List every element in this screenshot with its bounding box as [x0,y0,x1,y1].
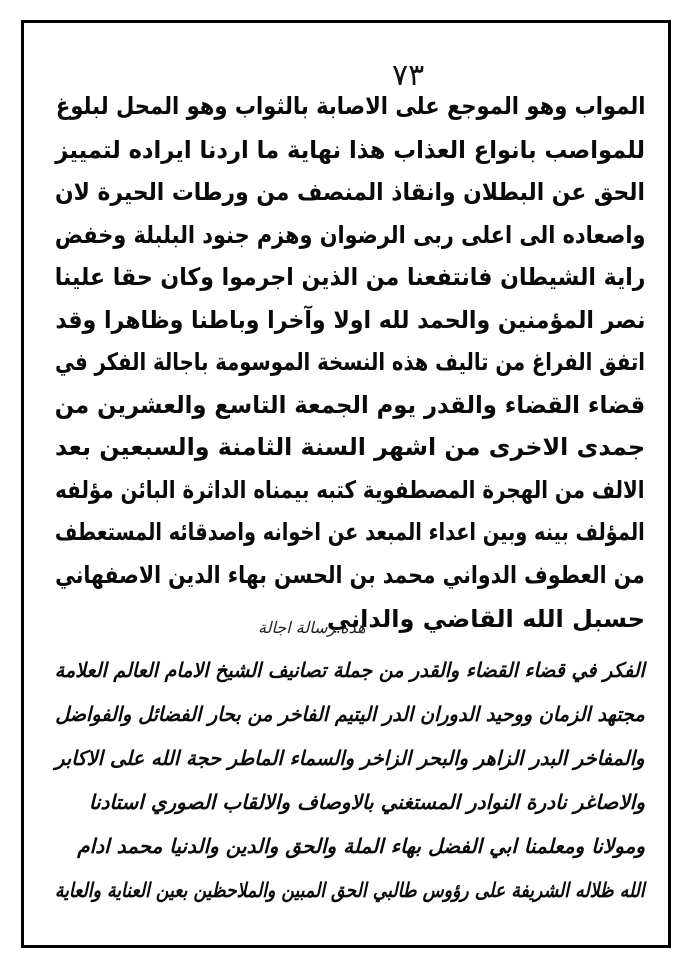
main-text-line: الحق عن البطلان وانقاذ المنصف من ورطات الحيرة لان [55,178,645,206]
note-text-line: مجتهد الزمان ووحيد الدوران الدر اليتيم الفاخر من بحار الفضائل والفواضل [55,702,645,726]
main-text-line: المؤلف بينه وبين اعداء المبعد عن اخوانه واصدقائه المستعطف [55,518,645,546]
main-text-line: قضاء القضاء والقدر يوم الجمعة التاسع والعشرين من [54,391,645,419]
main-text-line: حسبل الله القاضي والداني [326,605,645,633]
note-text-line: الله ظلاله الشريفة على رؤوس طالبي الحق المبين والملاحظين بعين العناية والعاية [55,878,645,902]
main-text-line: اتفق الفراغ من تاليف هذه النسخة الموسومة باجالة الفكر في [55,348,645,376]
note-text-line: والمفاخر البدر الزاهر والبحر الزاخر والسماء الماطر حجة الله على الاكابر [55,746,645,770]
note-text-line: الفكر في قضاء القضاء والقدر من جملة تصانيف الشيخ الامام العالم العلامة [54,658,645,682]
main-text-line: الالف من الهجرة المصطفوية كتبه بيمناه الداثرة البائن مؤلفه [55,476,645,504]
main-text-line: واصعاده الى اعلى ربى الرضوان وهزم جنود البلبلة وخفض [54,221,645,249]
margin-note: هذه رسالة اجالة [258,618,366,637]
main-text-line: للمواصب بانواع العذاب هذا نهاية ما اردنا ايراده لتمييز [55,136,645,164]
main-text-line: نصر المؤمنين والحمد لله اولا وآخرا وباطنا وظاهرا وقد [54,306,645,334]
page-number: ٧٣ [392,58,425,93]
main-text-line: راية الشيطان فانتفعنا من الذين اجرموا وكان حقا علينا [54,263,645,291]
main-text-line: المواب وهو الموجع على الاصابة بالثواب وهو المحل لبلوغ [55,92,645,120]
note-text-line: ومولانا ومعلمنا ابي الفضل بهاء الملة والحق والدين والدنيا محمد ادام [77,834,645,858]
main-text-line: من العطوف الدواني محمد بن الحسن بهاء الدين الاصفهاني [55,561,645,589]
main-text-line: جمدى الاخرى من اشهر السنة الثامنة والسبعين بعد [54,433,645,461]
note-text-line: والاصاغر نادرة النوادر المستغني بالاوصاف والالقاب الصوري استادنا [88,790,645,814]
